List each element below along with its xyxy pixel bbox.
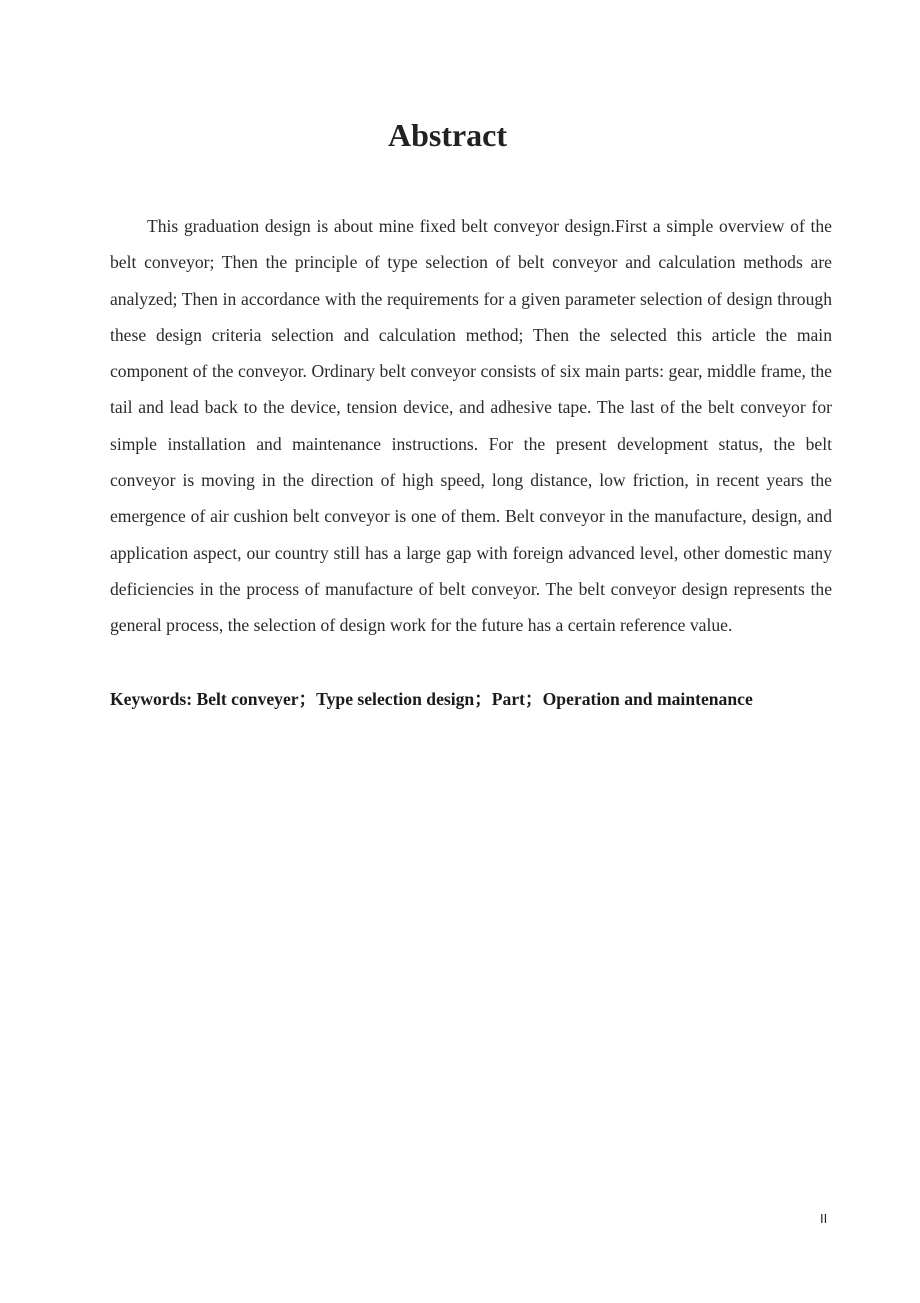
page-title: Abstract bbox=[387, 117, 508, 153]
keywords-line: Keywords: Belt conveyer；Type selection design；Part；Operation and maintenance bbox=[110, 689, 753, 709]
abstract-paragraph: This graduation design is about mine fixed belt conveyor design.First a simple overview of the belt conveyor; Then the principle of type selection of belt conveyor and calculation methods are analyzed; Then in accordance with the requirements for a given parameter selection of design through these design criteria selection and calculation method; Then the selected this article the main component of the conveyor. Ordinary belt conveyor consists of six main parts: gear, middle frame, the tail and lead back to the device, tension device, and adhesive tape. The last of the belt conveyor for simple installation and maintenance instructions. For the present development status, the belt conveyor is moving in the direction of high speed, long distance, low friction, in recent years the emergence of air cushion belt conveyor is one of them. Belt conveyor in the manufacture, design, and application aspect, our country still has a large gap with foreign advanced level, other domestic many deficiencies in the process of manufacture of belt conveyor. The belt conveyor design represents the general process, the selection of design work for the future has a certain reference value. bbox=[110, 216, 832, 636]
page-number: II bbox=[820, 1211, 828, 1226]
